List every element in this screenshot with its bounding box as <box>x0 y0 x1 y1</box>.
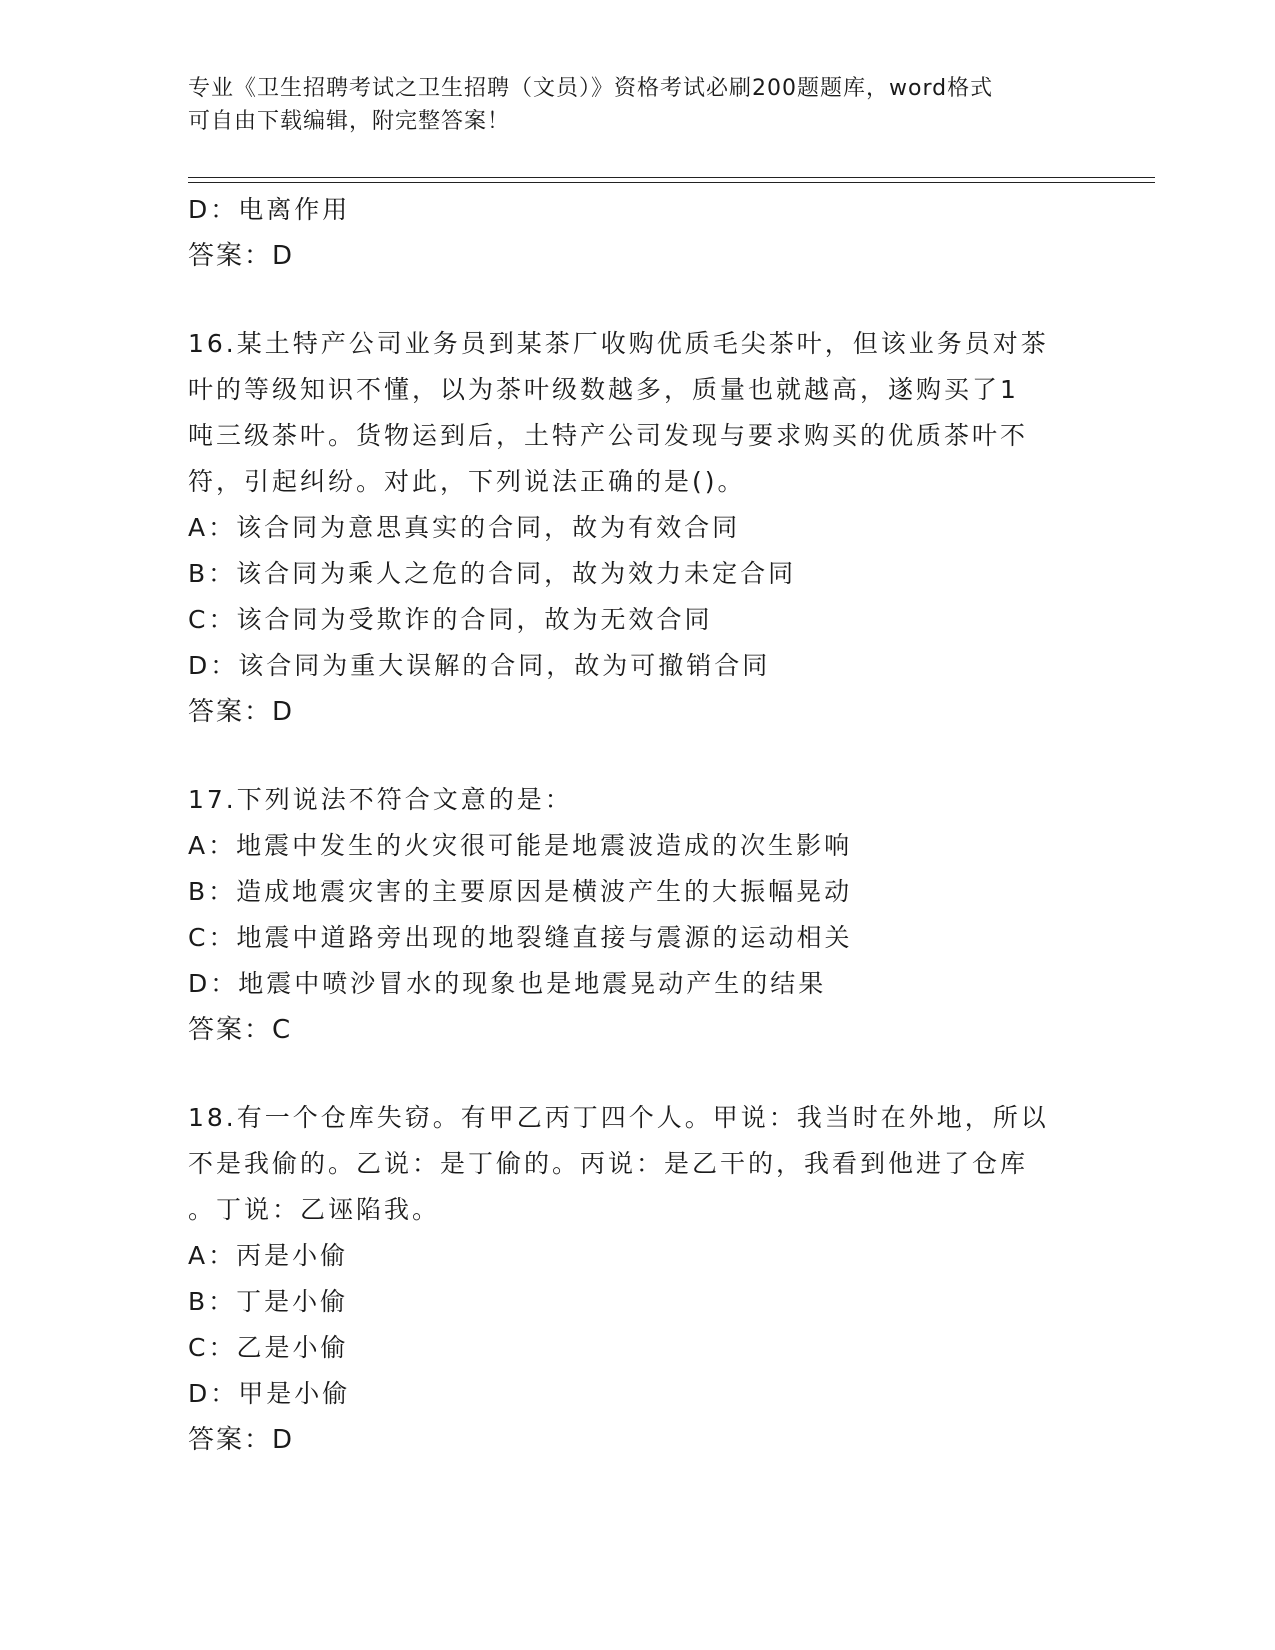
page-header <box>188 72 1088 138</box>
question-text-line: 符，引起纠纷。对此，下列说法正确的是()。 <box>188 467 746 496</box>
option-d: D：甲是小偷 <box>188 1379 351 1408</box>
option-d: D：地震中喷沙冒水的现象也是地震晃动产生的结果 <box>188 969 827 998</box>
question-text-line: 叶的等级知识不懂，以为茶叶级数越多，质量也就越高，遂购买了1 <box>188 375 1019 404</box>
option-c: C：该合同为受欺诈的合同，故为无效合同 <box>188 605 713 634</box>
answer-line: 答案：D <box>188 1425 295 1455</box>
option-c: C：乙是小偷 <box>188 1333 349 1362</box>
option-d: D：电离作用 <box>188 195 351 224</box>
question-text-line: 16.某土特产公司业务员到某茶厂收购优质毛尖茶叶，但该业务员对茶 <box>188 329 1049 358</box>
option-a: A：地震中发生的火灾很可能是地震波造成的次生影响 <box>188 831 853 860</box>
answer-line: 答案：D <box>188 241 295 271</box>
answer-line: 答案：C <box>188 1015 293 1045</box>
header-title-line-1: 专业《卫生招聘考试之卫生招聘（文员）》资格考试必刷200题题库，word格式 <box>188 76 994 101</box>
question-text-line: 吨三级茶叶。货物运到后，土特产公司发现与要求购买的优质茶叶不 <box>188 421 1029 450</box>
spacer <box>188 735 1088 777</box>
option-d: D：该合同为重大误解的合同，故为可撤销合同 <box>188 651 771 680</box>
question-text-line: 18.有一个仓库失窃。有甲乙丙丁四个人。甲说：我当时在外地，所以 <box>188 1103 1049 1132</box>
answer-line: 答案：D <box>188 697 295 727</box>
spacer <box>188 1053 1088 1095</box>
option-a: A：该合同为意思真实的合同，故为有效合同 <box>188 513 741 542</box>
question-text-line: 。丁说：乙诬陷我。 <box>188 1195 441 1224</box>
option-a: A：丙是小偷 <box>188 1241 349 1270</box>
question-text-line: 17.下列说法不符合文意的是： <box>188 785 573 814</box>
question-text-line: 不是我偷的。乙说：是丁偷的。丙说：是乙干的，我看到他进了仓库 <box>188 1149 1029 1178</box>
header-title-line-2: 可自由下载编辑，附完整答案！ <box>188 109 511 134</box>
question-16 <box>188 321 1088 735</box>
question-18 <box>188 1095 1088 1463</box>
question-17 <box>188 777 1088 1053</box>
spacer <box>188 279 1088 321</box>
question-15-fragment <box>188 187 1088 279</box>
option-b: B：丁是小偷 <box>188 1287 349 1316</box>
option-b: B：该合同为乘人之危的合同，故为效力未定合同 <box>188 559 797 588</box>
question-content <box>188 187 1088 1463</box>
option-c: C：地震中道路旁出现的地裂缝直接与震源的运动相关 <box>188 923 853 952</box>
header-divider <box>188 177 1155 183</box>
option-b: B：造成地震灾害的主要原因是横波产生的大振幅晃动 <box>188 877 853 906</box>
